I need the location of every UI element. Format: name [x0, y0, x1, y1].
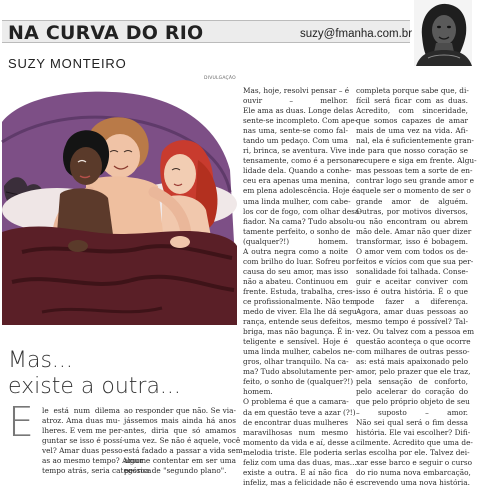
article-line: ceu era apenas uma menina, [243, 176, 350, 186]
article-line: tempo atrás, seria categórica [42, 466, 152, 476]
article-line: rança, entende seus defeitos, [243, 317, 353, 327]
article-line: de para que nosso coração se [356, 146, 468, 156]
article-line: vel? Amar duas pesso- [42, 446, 126, 456]
article-line: teligente e sensível. Hoje é [243, 337, 348, 347]
article-line: completa porque sabe que, di- [356, 86, 469, 95]
drop-cap: E [8, 398, 34, 446]
article-line: fícil será ficar com as duas. [356, 96, 468, 106]
article-line: gros, olhar tranquilo. Na ca- [243, 357, 349, 367]
article-line: está fadado a passar a vida sem [124, 446, 243, 456]
article-line: ouvir – melhor. [243, 96, 348, 106]
article-line: Não sei qual será o fim dessa [356, 417, 468, 427]
article-line: O amor vem com todos os de- [356, 246, 468, 256]
article-line: las escolha por ele. Talvez dei- [356, 447, 470, 457]
article-line: não a abateu. Continuou em [243, 276, 349, 286]
article-line: uma linda mulher, cabelos ne- [243, 347, 355, 357]
article-line: cilmente. Acredito que uma de- [356, 437, 473, 447]
article-line: de encontrar duas mulheres [243, 417, 349, 427]
article-line: guir e aceitar conviver com [356, 276, 468, 286]
article-line: uma vez. Se não é aquele, você [124, 436, 241, 446]
article-line: causa do seu amor, mas isso [243, 266, 349, 276]
article-line: questão aconteça o que ocorre [356, 337, 471, 347]
article-line: Ele ama as duas. Longe delas [243, 106, 354, 116]
article-line: A outra negra como a noite [243, 246, 348, 256]
article-line: Acredito, com sinceridade, [356, 106, 468, 116]
article-line: le está num dilema [42, 406, 120, 415]
article-line: (qualquer?!) homem. [243, 236, 348, 246]
column-title: NA CURVA DO RIO [8, 22, 204, 44]
article-line: ri, brinca, se aventura. Vive in- [243, 146, 359, 156]
article-line: momento da vida e aí, desse a [243, 437, 356, 447]
author-name: SUZY MONTEIRO [8, 56, 127, 71]
article-line: que pelo próprio objeto de seu [356, 397, 470, 407]
article-line: ce profissionalmente. Não tem [243, 296, 357, 306]
article-line: O problema é que a camara- [243, 397, 349, 407]
article-line: pessoa de "segundo plano". [124, 466, 227, 476]
article-line: los cor de fogo, com olhar desa- [243, 206, 362, 216]
body-column-3 [243, 86, 362, 492]
article-line: briga, mas não bagunça. É in- [243, 327, 355, 337]
article-line: as ao mesmo tempo? Algum [42, 456, 147, 466]
author-portrait [414, 0, 472, 66]
article-line: nas uma, sente-se como fal- [243, 126, 348, 136]
article-line: Agora, amar duas pessoas ao [356, 307, 468, 317]
article-line: da em questão teve a azar (?!) [243, 407, 356, 417]
article-line: amor, pelo prazer que ele traz, [356, 367, 471, 377]
article-line: as: está mais apaixonado pelo [356, 357, 468, 367]
article-line: Outras, por motivos diversos, [356, 206, 468, 216]
illustration-three-lovers [2, 82, 237, 325]
article-line: com brilho do luar. Sofreu por [243, 256, 356, 266]
article-line: sonalidade foi talhada. Conse- [356, 266, 469, 276]
article-line: amor e contentar em ser uma [124, 456, 236, 466]
article-line: escrevendo uma nova história. [356, 477, 470, 487]
article-line: guntar se isso é possí- [42, 436, 125, 446]
body-column-1 [42, 406, 152, 486]
article-line: xar esse barco e seguir o curso [356, 457, 473, 467]
article-line: mesmo tempo é possível? Tal- [356, 317, 468, 327]
article-line: pode fazer a diferença. [356, 296, 468, 306]
article-line: lidade dela. Quando a conhe- [243, 166, 352, 176]
article-line: que somos capazes de amar [356, 116, 468, 126]
article-line: tando um pedaço. Com uma [243, 136, 348, 146]
article-line: – suposto – amor. [356, 407, 468, 417]
article-line: maravilhosas num mesmo [243, 427, 348, 437]
article-line: vez. Ou talvez com a pessoa em [356, 327, 475, 337]
article-line: tamente perfeito, o sonho de [243, 226, 351, 236]
article-line: Mas, hoje, resolvi pensar – é [243, 86, 350, 95]
article-line: mão dele. Amar não quer dizer [356, 226, 472, 236]
article-line: feliz com uma das duas, mas... [243, 457, 357, 467]
author-email[interactable]: suzy@fmanha.com.br [300, 28, 413, 40]
article-line: em plena adolescência. Hoje é [243, 186, 357, 196]
article-line: fiador. Na cama? Tudo absolu- [243, 216, 356, 226]
article-line: mas pessoas tem a sorte de en- [356, 166, 473, 176]
article-line: tensamente, como é a persona- [243, 156, 360, 166]
article-line: ao responder que não. Se via- [124, 406, 236, 415]
article-headline [8, 348, 181, 400]
article-line: atroz. Ama duas mu- [42, 416, 120, 426]
article-line: nal, ela é suficientemente gran- [356, 136, 474, 146]
article-line: ma? Tudo absolutamente per- [243, 367, 355, 377]
article-line: transformar, isso é bobagem. [356, 236, 468, 246]
article-line: ou não encontram ou abrem [356, 216, 468, 226]
body-column-4 [356, 86, 477, 492]
article-line: infeliz, mas a felicidade não é [243, 477, 354, 487]
article-line: lheres. E vem me per- [42, 426, 124, 436]
article-line: uma linda mulher, com cabe- [243, 196, 351, 206]
headline-line: existe a outra... [8, 374, 181, 399]
article-line: antes, diria que só amamos [124, 426, 236, 436]
article-line: frente. Estuda, trabalha, cres- [243, 286, 356, 296]
article-line: pela sensação de conforto, [356, 377, 468, 387]
article-line: feitos e vícios com que sua per- [356, 256, 474, 266]
article-line: grande amor de alguém. [356, 196, 468, 206]
article-line: aquele ser o momento de ser o [356, 186, 471, 196]
article-line: melodia triste. Ele poderia ser [243, 447, 357, 457]
article-line: recupere e siga em frente. Algu- [356, 156, 477, 166]
article-line: existe a outra. E aí não fica [243, 467, 348, 477]
article-line: feito, o sonho de (qualquer?!) [243, 377, 354, 387]
article-line: homem. [243, 387, 273, 397]
article-line: do rio numa nova embarcação, [356, 467, 471, 477]
article-line: pelo acelerar do coração do [356, 387, 468, 397]
article-line: mais de uma vez na vida. Afi- [356, 126, 468, 136]
body-column-2 [124, 406, 243, 486]
headline-line: Mas... [8, 348, 73, 373]
article-line: jássemos mais ainda há anos [124, 416, 236, 426]
article-line: história. Ele vai escolher? Difi- [356, 427, 471, 437]
article-line: isso é outra história. É o que [356, 286, 468, 296]
article-line: sente-se incompleto. Com ape- [243, 116, 358, 126]
article-line: contrar logo seu grande amor e [356, 176, 475, 186]
photo-credit: DIVULGAÇÃO [204, 76, 236, 81]
article-line: medo de viver. Ela lhe dá segu- [243, 307, 360, 317]
article-line: com milhares de outras pesso- [356, 347, 470, 357]
